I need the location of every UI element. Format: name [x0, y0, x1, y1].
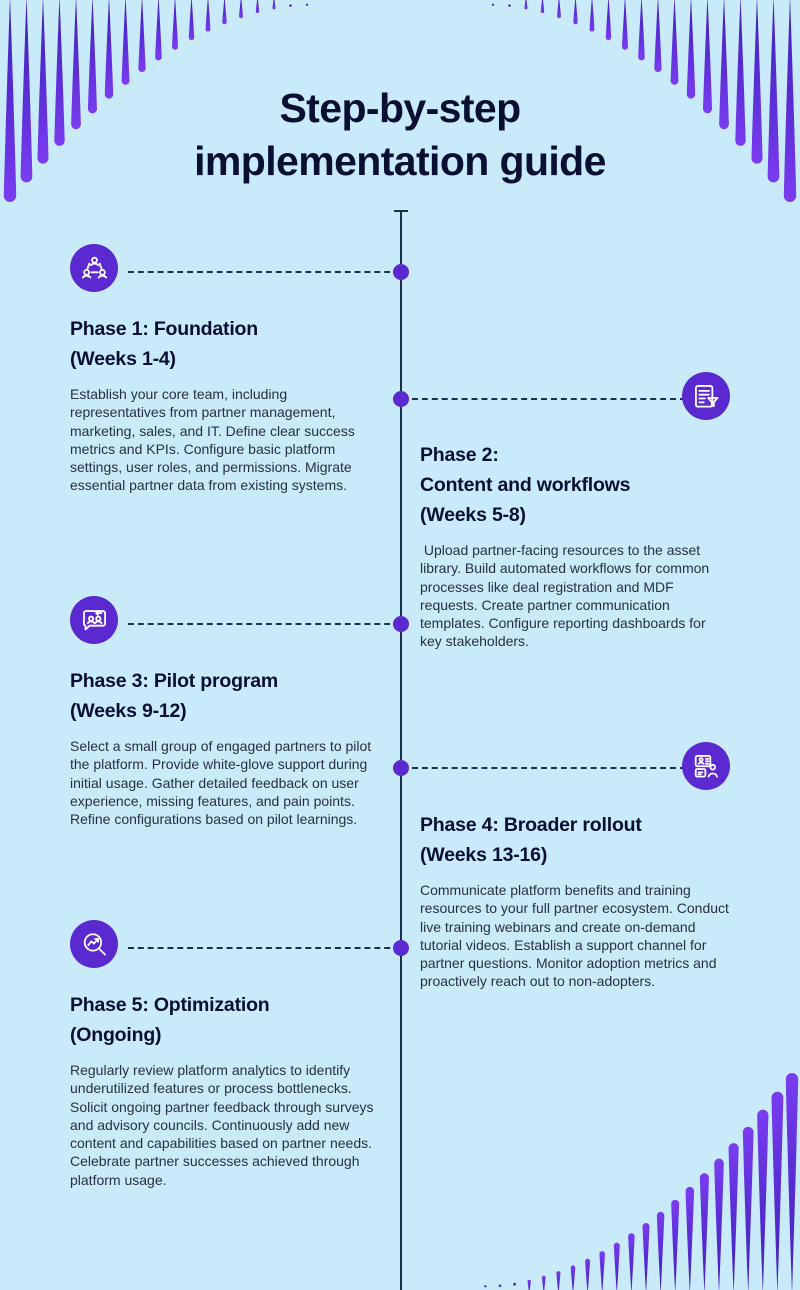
page-title	[0, 82, 800, 188]
phase-title-5	[70, 990, 380, 1050]
phase-title-line: Phase 1: Foundation	[70, 318, 258, 340]
phase-block-4	[420, 742, 733, 991]
phase-title-line: (Weeks 9-12)	[70, 700, 187, 722]
document-filter-icon	[682, 372, 730, 420]
phase-block-5	[70, 920, 380, 1189]
phase-body-3: Select a small group of engaged partners to pilot the platform. Provide white-glove support during initial usage. Gather detailed feedback on user experience, missing features, and pain points. Refine configurations based on pilot learnings.	[70, 738, 376, 828]
page-title-line-1: Step-by-step	[279, 85, 521, 131]
phase-title-4	[420, 810, 730, 870]
phase-title-line: Phase 2:	[420, 444, 499, 466]
timeline-dot-phase-1	[393, 264, 409, 280]
phase-title-line: (Weeks 5-8)	[420, 504, 526, 526]
feedback-chat-icon	[70, 596, 118, 644]
phase-title-line: Content and workflows	[420, 474, 631, 496]
phase-title-line: (Ongoing)	[70, 1024, 162, 1046]
phase-block-1	[70, 244, 380, 495]
timeline-dot-phase-5	[393, 940, 409, 956]
phase-body-5: Regularly review platform analytics to identify underutilized features or process bottlenecks. Solicit ongoing partner feedback through surveys and advisory councils. Continuously add new content and capabilities based on partner needs. Celebrate partner successes achieved through platform usage.	[70, 1062, 378, 1188]
phase-block-3	[70, 596, 380, 828]
phase-title-1	[70, 314, 380, 374]
analytics-magnifier-icon	[70, 920, 118, 968]
timeline-spine	[400, 210, 402, 1290]
timeline-dot-phase-2	[393, 391, 409, 407]
phase-body-4: Communicate platform benefits and training resources to your full partner ecosystem. Conduct live training webinars and create on-demand tutorial videos. Establish a support channel for partner questions. Monitor adoption metrics and proactively reach out to non-adopters.	[420, 882, 733, 990]
page-title-line-2: implementation guide	[194, 138, 606, 184]
team-network-icon	[70, 244, 118, 292]
webinar-presentation-icon	[682, 742, 730, 790]
timeline-dot-phase-3	[393, 616, 409, 632]
phase-body-1: Establish your core team, including representatives from partner management, marketing, sales, and IT. Define clear success metrics and KPIs. Configure basic platform settings, user roles, and permissions. Migrate essential partner data from existing systems.	[70, 386, 359, 494]
phase-block-2	[420, 372, 730, 651]
timeline-dot-phase-4	[393, 760, 409, 776]
phase-title-line: (Weeks 13-16)	[420, 844, 548, 866]
phase-title-line: Phase 4: Broader rollout	[420, 814, 642, 836]
phase-title-3	[70, 666, 380, 726]
phase-title-line: (Weeks 1-4)	[70, 348, 176, 370]
phase-title-line: Phase 3: Pilot program	[70, 670, 278, 692]
phase-title-line: Phase 5: Optimization	[70, 994, 270, 1016]
phase-title-2	[420, 440, 730, 530]
phase-body-2: Upload partner-facing resources to the asset library. Build automated workflows for common processes like deal registration and MDF requests. Create partner communication templates. Configure reporting dashboards for key stakeholders.	[420, 542, 714, 650]
